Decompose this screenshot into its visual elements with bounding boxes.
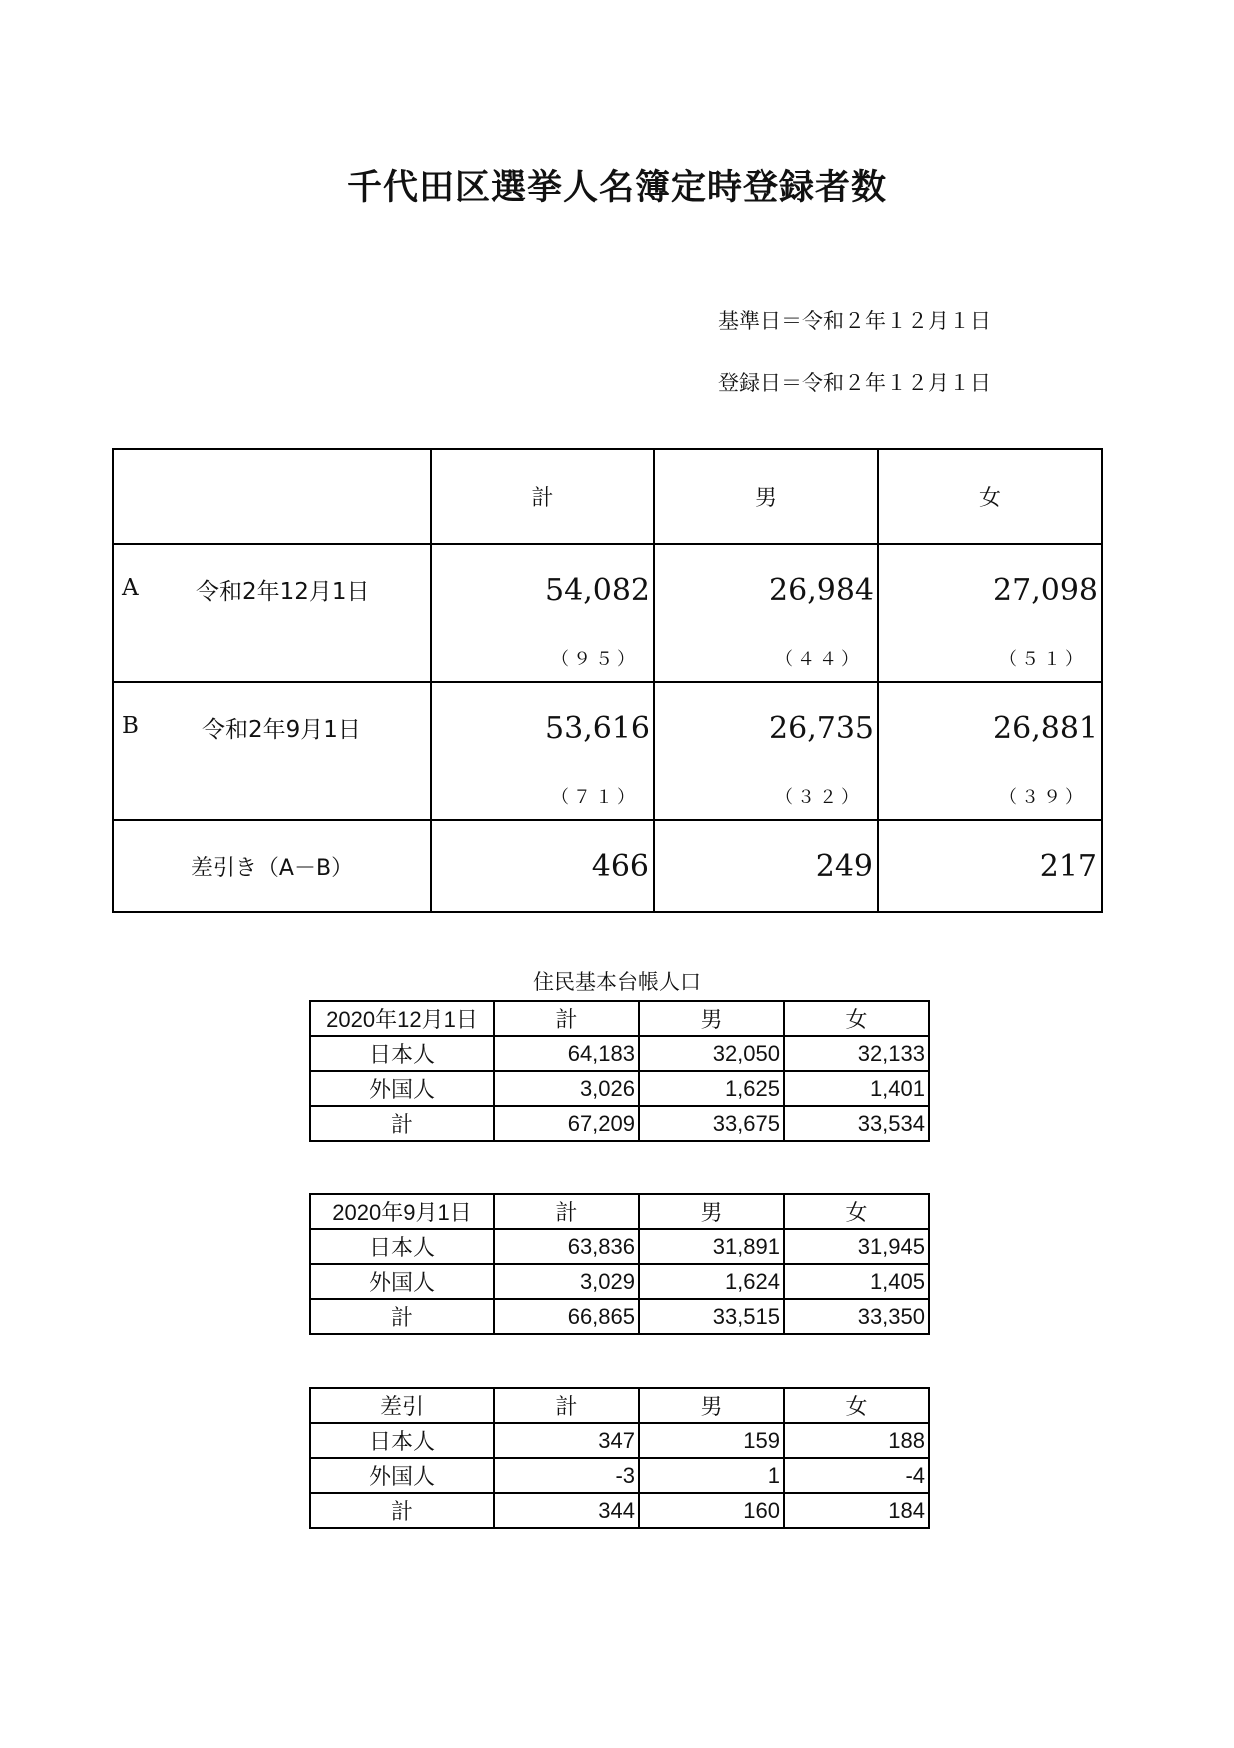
table-cell: 日本人	[310, 1229, 494, 1264]
row-a-female-cell	[878, 544, 1102, 682]
table-row	[310, 1036, 929, 1071]
table-cell: 66,865	[494, 1299, 639, 1334]
table-row	[310, 1423, 929, 1458]
header-total: 計	[431, 449, 654, 544]
main-table-corner-cell	[113, 449, 431, 544]
voter-registration-table	[112, 448, 1103, 913]
table-cell: 男	[639, 1001, 784, 1036]
resident-register-title: 住民基本台帳人口	[533, 971, 701, 994]
table-cell: 63,836	[494, 1229, 639, 1264]
table-cell: 33,515	[639, 1299, 784, 1334]
resident-table-difference	[309, 1387, 930, 1529]
difference-total: 466	[431, 820, 654, 912]
table-cell: 女	[784, 1388, 929, 1423]
resident-table-dec	[309, 1000, 930, 1142]
main-table-row-b	[113, 682, 1102, 820]
table-cell: 3,029	[494, 1264, 639, 1299]
row-b-letter: B	[122, 713, 139, 739]
table-cell: 1,625	[639, 1071, 784, 1106]
row-b-male-sub: （３２）	[775, 787, 863, 808]
row-b-label	[113, 682, 431, 820]
table-cell: 1,401	[784, 1071, 929, 1106]
table-row	[310, 1299, 929, 1334]
table-cell: 2020年9月1日	[310, 1194, 494, 1229]
page-title: 千代田区選挙人名簿定時登録者数	[346, 167, 887, 208]
table-cell: 女	[784, 1194, 929, 1229]
table-cell: 日本人	[310, 1423, 494, 1458]
table-cell: 計	[310, 1299, 494, 1334]
row-a-date: 令和2年12月1日	[196, 579, 370, 605]
table-cell: 1,624	[639, 1264, 784, 1299]
row-b-male: 26,735	[769, 711, 874, 746]
table-row	[310, 1001, 929, 1036]
table-cell: 3,026	[494, 1071, 639, 1106]
table-cell: 計	[494, 1388, 639, 1423]
table-row	[310, 1493, 929, 1528]
table-cell: 347	[494, 1423, 639, 1458]
table-cell: 188	[784, 1423, 929, 1458]
row-a-label	[113, 544, 431, 682]
table-cell: 33,350	[784, 1299, 929, 1334]
table-cell: 2020年12月1日	[310, 1001, 494, 1036]
row-a-total-cell	[431, 544, 654, 682]
row-a-letter: A	[122, 575, 139, 601]
row-b-total-cell	[431, 682, 654, 820]
table-cell: 1	[639, 1458, 784, 1493]
table-cell: 計	[494, 1194, 639, 1229]
table-row	[310, 1071, 929, 1106]
table-cell: 外国人	[310, 1458, 494, 1493]
table-cell: 1,405	[784, 1264, 929, 1299]
difference-label: 差引き（A－B）	[113, 820, 431, 912]
table-row	[310, 1458, 929, 1493]
table-cell: 67,209	[494, 1106, 639, 1141]
row-a-total-sub: （９５）	[551, 649, 639, 670]
table-cell: 31,945	[784, 1229, 929, 1264]
row-b-total-sub: （７１）	[551, 787, 639, 808]
table-row	[310, 1264, 929, 1299]
table-row	[310, 1388, 929, 1423]
table-cell: 男	[639, 1194, 784, 1229]
table-cell: 64,183	[494, 1036, 639, 1071]
row-a-female-sub: （５１）	[999, 649, 1087, 670]
table-cell: 日本人	[310, 1036, 494, 1071]
difference-male: 249	[654, 820, 878, 912]
table-cell: 計	[310, 1493, 494, 1528]
row-b-male-cell	[654, 682, 878, 820]
row-b-female: 26,881	[993, 711, 1098, 746]
row-a-male-cell	[654, 544, 878, 682]
table-cell: 男	[639, 1388, 784, 1423]
row-a-male-sub: （４４）	[775, 649, 863, 670]
row-a-female: 27,098	[993, 573, 1098, 608]
row-b-female-sub: （３９）	[999, 787, 1087, 808]
header-female: 女	[878, 449, 1102, 544]
row-b-female-cell	[878, 682, 1102, 820]
row-a-male: 26,984	[769, 573, 874, 608]
table-cell: 184	[784, 1493, 929, 1528]
row-a-total: 54,082	[545, 573, 650, 608]
table-cell: 計	[494, 1001, 639, 1036]
table-cell: -3	[494, 1458, 639, 1493]
table-cell: 外国人	[310, 1071, 494, 1106]
table-cell: 31,891	[639, 1229, 784, 1264]
table-cell: 32,050	[639, 1036, 784, 1071]
table-cell: -4	[784, 1458, 929, 1493]
table-cell: 女	[784, 1001, 929, 1036]
row-b-date: 令和2年9月1日	[202, 717, 361, 743]
main-table-difference-row	[113, 820, 1102, 912]
table-cell: 32,133	[784, 1036, 929, 1071]
reference-date: 基準日＝令和２年１２月１日	[718, 309, 991, 333]
table-cell: 344	[494, 1493, 639, 1528]
table-row	[310, 1194, 929, 1229]
resident-table-sep	[309, 1193, 930, 1335]
table-cell: 外国人	[310, 1264, 494, 1299]
table-cell: 33,534	[784, 1106, 929, 1141]
row-b-total: 53,616	[545, 711, 650, 746]
table-cell: 差引	[310, 1388, 494, 1423]
table-cell: 159	[639, 1423, 784, 1458]
table-row	[310, 1229, 929, 1264]
difference-female: 217	[878, 820, 1102, 912]
table-row	[310, 1106, 929, 1141]
table-cell: 160	[639, 1493, 784, 1528]
main-table-header-row	[113, 449, 1102, 544]
header-male: 男	[654, 449, 878, 544]
table-cell: 計	[310, 1106, 494, 1141]
registration-date: 登録日＝令和２年１２月１日	[718, 371, 991, 395]
main-table-row-a	[113, 544, 1102, 682]
table-cell: 33,675	[639, 1106, 784, 1141]
